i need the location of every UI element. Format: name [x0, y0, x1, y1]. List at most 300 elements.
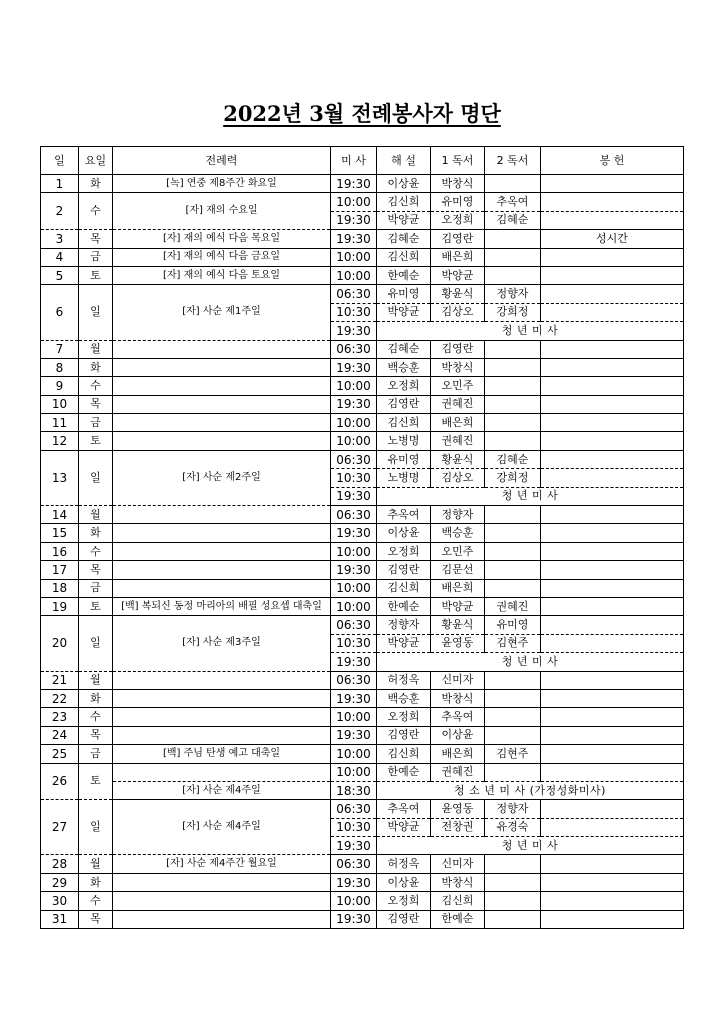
day-cell: 30 — [41, 892, 79, 910]
liturgy-cell: [녹] 연중 제8주간 화요일 — [113, 175, 331, 193]
liturgy-cell — [113, 910, 331, 928]
mass-time-cell: 10:00 — [331, 579, 377, 597]
commentator-cell: 노병명 — [377, 469, 431, 487]
reading-2-cell: 김혜순 — [485, 211, 541, 229]
liturgy-cell — [113, 726, 331, 744]
roster-table — [40, 146, 684, 929]
header-weekday: 요일 — [79, 147, 113, 175]
commentator-cell: 오정희 — [377, 708, 431, 726]
reading-2-cell — [485, 377, 541, 395]
commentator-cell: 백승훈 — [377, 689, 431, 707]
table-row — [41, 616, 684, 634]
weekday-cell: 목 — [79, 726, 113, 744]
reading-2-cell — [485, 506, 541, 524]
reading-2-cell: 추옥여 — [485, 193, 541, 211]
reading-1-cell: 한예순 — [431, 910, 485, 928]
commentator-cell: 박양균 — [377, 634, 431, 652]
mass-time-cell: 10:30 — [331, 469, 377, 487]
commentator-cell: 추옥여 — [377, 800, 431, 818]
reading-2-cell — [485, 855, 541, 873]
mass-time-cell: 10:00 — [331, 892, 377, 910]
commentator-cell: 한예순 — [377, 763, 431, 781]
table-row — [41, 175, 684, 193]
reading-2-cell — [485, 726, 541, 744]
reading-2-cell: 정향자 — [485, 800, 541, 818]
reading-2-cell: 유미영 — [485, 616, 541, 634]
commentator-cell: 김혜순 — [377, 230, 431, 248]
offering-cell — [541, 689, 684, 707]
mass-time-cell: 10:30 — [331, 818, 377, 836]
mass-time-cell: 19:30 — [331, 561, 377, 579]
weekday-cell: 일 — [79, 450, 113, 505]
reading-2-cell — [485, 763, 541, 781]
offering-cell — [541, 708, 684, 726]
day-cell: 8 — [41, 358, 79, 376]
mass-time-cell: 06:30 — [331, 855, 377, 873]
offering-cell — [541, 745, 684, 763]
table-row — [41, 763, 684, 781]
weekday-cell: 월 — [79, 671, 113, 689]
reading-2-cell — [485, 358, 541, 376]
liturgy-cell: [자] 사순 제4주간 월요일 — [113, 855, 331, 873]
liturgy-cell: [자] 사순 제3주일 — [113, 616, 331, 671]
header-day: 일 — [41, 147, 79, 175]
weekday-cell: 일 — [79, 616, 113, 671]
offering-cell — [541, 340, 684, 358]
offering-cell — [541, 303, 684, 321]
weekday-cell: 수 — [79, 708, 113, 726]
reading-1-cell: 박창식 — [431, 358, 485, 376]
reading-1-cell: 전창권 — [431, 818, 485, 836]
header-reading-2: 2 독서 — [485, 147, 541, 175]
table-row — [41, 506, 684, 524]
offering-cell — [541, 818, 684, 836]
reading-1-cell: 오민주 — [431, 377, 485, 395]
liturgy-cell — [113, 395, 331, 413]
offering-cell — [541, 800, 684, 818]
reading-2-cell — [485, 524, 541, 542]
weekday-cell: 월 — [79, 506, 113, 524]
day-cell: 14 — [41, 506, 79, 524]
day-cell: 21 — [41, 671, 79, 689]
weekday-cell: 일 — [79, 800, 113, 855]
liturgy-cell — [113, 561, 331, 579]
commentator-cell: 김신희 — [377, 414, 431, 432]
offering-cell — [541, 524, 684, 542]
mass-time-cell: 10:00 — [331, 597, 377, 615]
commentator-cell: 김혜순 — [377, 340, 431, 358]
weekday-cell: 화 — [79, 358, 113, 376]
mass-time-cell: 19:30 — [331, 524, 377, 542]
reading-1-cell: 배은희 — [431, 248, 485, 266]
liturgy-cell: [자] 사순 제4주일 — [113, 800, 331, 855]
reading-2-cell: 김현주 — [485, 745, 541, 763]
day-cell: 18 — [41, 579, 79, 597]
liturgy-cell — [113, 892, 331, 910]
mass-time-cell: 19:30 — [331, 211, 377, 229]
day-cell: 17 — [41, 561, 79, 579]
reading-2-cell — [485, 248, 541, 266]
header-reading-1: 1 독서 — [431, 147, 485, 175]
reading-1-cell: 김문선 — [431, 561, 485, 579]
table-row — [41, 561, 684, 579]
offering-cell — [541, 579, 684, 597]
table-row — [41, 266, 684, 284]
weekday-cell: 수 — [79, 542, 113, 560]
header-commentator: 해 설 — [377, 147, 431, 175]
day-cell: 9 — [41, 377, 79, 395]
reading-1-cell: 이상윤 — [431, 726, 485, 744]
reading-1-cell: 신미자 — [431, 671, 485, 689]
weekday-cell: 금 — [79, 745, 113, 763]
table-header-row — [41, 147, 684, 175]
day-cell: 19 — [41, 597, 79, 615]
mass-time-cell: 19:30 — [331, 689, 377, 707]
reading-1-cell: 박양균 — [431, 597, 485, 615]
commentator-cell: 이상윤 — [377, 873, 431, 891]
commentator-cell: 박양균 — [377, 818, 431, 836]
mass-time-cell: 19:30 — [331, 230, 377, 248]
mass-time-cell: 19:30 — [331, 175, 377, 193]
liturgy-cell: [자] 사순 제2주일 — [113, 450, 331, 505]
reading-1-cell: 배은희 — [431, 414, 485, 432]
mass-time-cell: 10:00 — [331, 248, 377, 266]
offering-cell — [541, 450, 684, 468]
reading-2-cell: 김현주 — [485, 634, 541, 652]
commentator-cell: 유미영 — [377, 450, 431, 468]
mass-time-cell: 10:00 — [331, 708, 377, 726]
mass-time-cell: 06:30 — [331, 340, 377, 358]
commentator-cell: 김신희 — [377, 579, 431, 597]
table-row — [41, 340, 684, 358]
commentator-cell: 노병명 — [377, 432, 431, 450]
commentator-cell: 오정희 — [377, 377, 431, 395]
mass-time-cell: 10:00 — [331, 763, 377, 781]
mass-time-cell: 19:30 — [331, 837, 377, 855]
commentator-cell: 한예순 — [377, 597, 431, 615]
mass-time-cell: 10:00 — [331, 432, 377, 450]
mass-time-cell: 10:00 — [331, 377, 377, 395]
reading-2-cell — [485, 708, 541, 726]
offering-cell — [541, 634, 684, 652]
day-cell: 25 — [41, 745, 79, 763]
commentator-cell: 백승훈 — [377, 358, 431, 376]
offering-cell — [541, 671, 684, 689]
liturgy-cell — [113, 358, 331, 376]
reading-2-cell: 정향자 — [485, 285, 541, 303]
commentator-cell: 박양균 — [377, 211, 431, 229]
reading-2-cell — [485, 414, 541, 432]
liturgy-cell — [113, 340, 331, 358]
weekday-cell: 금 — [79, 414, 113, 432]
weekday-cell: 화 — [79, 524, 113, 542]
commentator-cell: 김영란 — [377, 726, 431, 744]
weekday-cell: 수 — [79, 193, 113, 230]
table-row — [41, 450, 684, 468]
mass-time-cell: 06:30 — [331, 616, 377, 634]
mass-time-cell: 10:00 — [331, 414, 377, 432]
commentator-cell: 오정희 — [377, 542, 431, 560]
weekday-cell: 목 — [79, 561, 113, 579]
liturgy-cell — [113, 377, 331, 395]
reading-1-cell: 권혜진 — [431, 395, 485, 413]
weekday-cell: 화 — [79, 689, 113, 707]
day-cell: 16 — [41, 542, 79, 560]
reading-1-cell: 권혜진 — [431, 432, 485, 450]
reading-2-cell: 강희정 — [485, 469, 541, 487]
liturgy-cell: [자] 사순 제4주일 — [113, 781, 331, 799]
day-cell: 20 — [41, 616, 79, 671]
table-row — [41, 432, 684, 450]
mass-time-cell: 10:00 — [331, 193, 377, 211]
offering-cell: 성시간 — [541, 230, 684, 248]
liturgy-cell — [113, 763, 331, 781]
weekday-cell: 목 — [79, 395, 113, 413]
reading-2-cell — [485, 175, 541, 193]
offering-cell — [541, 285, 684, 303]
commentator-cell: 추옥여 — [377, 506, 431, 524]
liturgy-cell: [자] 재의 예식 다음 목요일 — [113, 230, 331, 248]
liturgy-cell — [113, 689, 331, 707]
mass-time-cell: 19:30 — [331, 653, 377, 671]
table-row — [41, 193, 684, 211]
table-row — [41, 542, 684, 560]
liturgy-cell: [자] 재의 예식 다음 토요일 — [113, 266, 331, 284]
offering-cell — [541, 763, 684, 781]
mass-time-cell: 18:30 — [331, 781, 377, 799]
liturgy-cell — [113, 671, 331, 689]
commentator-cell: 이상윤 — [377, 175, 431, 193]
commentator-cell: 허정옥 — [377, 855, 431, 873]
liturgy-cell — [113, 579, 331, 597]
table-row — [41, 414, 684, 432]
reading-2-cell — [485, 892, 541, 910]
day-cell: 11 — [41, 414, 79, 432]
page-title: 2022년 3월 전례봉사자 명단 — [223, 101, 501, 126]
reading-1-cell: 박창식 — [431, 689, 485, 707]
day-cell: 15 — [41, 524, 79, 542]
liturgy-cell: [자] 사순 제1주일 — [113, 285, 331, 340]
weekday-cell: 일 — [79, 285, 113, 340]
weekday-cell: 화 — [79, 175, 113, 193]
special-mass-cell: 청 소 년 미 사 (가정성화미사) — [377, 781, 684, 799]
table-row — [41, 873, 684, 891]
commentator-cell: 김신희 — [377, 745, 431, 763]
special-mass-cell: 청 년 미 사 — [377, 653, 684, 671]
offering-cell — [541, 193, 684, 211]
commentator-cell: 오정희 — [377, 892, 431, 910]
offering-cell — [541, 561, 684, 579]
reading-1-cell: 윤영동 — [431, 800, 485, 818]
offering-cell — [541, 910, 684, 928]
table-row — [41, 726, 684, 744]
reading-1-cell: 배은희 — [431, 745, 485, 763]
table-row — [41, 579, 684, 597]
mass-time-cell: 19:30 — [331, 487, 377, 505]
day-cell: 5 — [41, 266, 79, 284]
liturgy-cell — [113, 432, 331, 450]
reading-1-cell: 박창식 — [431, 175, 485, 193]
table-row — [41, 708, 684, 726]
commentator-cell: 한예순 — [377, 266, 431, 284]
reading-2-cell: 유경숙 — [485, 818, 541, 836]
mass-time-cell: 10:30 — [331, 303, 377, 321]
day-cell: 24 — [41, 726, 79, 744]
reading-2-cell: 강희정 — [485, 303, 541, 321]
offering-cell — [541, 211, 684, 229]
day-cell: 29 — [41, 873, 79, 891]
liturgy-cell — [113, 873, 331, 891]
table-row — [41, 597, 684, 615]
offering-cell — [541, 266, 684, 284]
mass-time-cell: 10:30 — [331, 634, 377, 652]
offering-cell — [541, 432, 684, 450]
liturgy-cell — [113, 506, 331, 524]
table-row — [41, 800, 684, 818]
offering-cell — [541, 873, 684, 891]
offering-cell — [541, 892, 684, 910]
liturgy-cell — [113, 708, 331, 726]
mass-time-cell: 10:00 — [331, 266, 377, 284]
offering-cell — [541, 414, 684, 432]
reading-1-cell: 오민주 — [431, 542, 485, 560]
weekday-cell: 토 — [79, 266, 113, 284]
table-row — [41, 671, 684, 689]
table-row — [41, 910, 684, 928]
day-cell: 22 — [41, 689, 79, 707]
reading-2-cell — [485, 910, 541, 928]
day-cell: 23 — [41, 708, 79, 726]
table-row — [41, 781, 684, 799]
reading-2-cell — [485, 266, 541, 284]
reading-2-cell — [485, 873, 541, 891]
special-mass-cell: 청 년 미 사 — [377, 487, 684, 505]
day-cell: 1 — [41, 175, 79, 193]
reading-2-cell — [485, 432, 541, 450]
mass-time-cell: 19:30 — [331, 873, 377, 891]
reading-1-cell: 백승훈 — [431, 524, 485, 542]
weekday-cell: 토 — [79, 763, 113, 800]
offering-cell — [541, 395, 684, 413]
day-cell: 27 — [41, 800, 79, 855]
offering-cell — [541, 377, 684, 395]
mass-time-cell: 06:30 — [331, 506, 377, 524]
reading-1-cell: 황윤식 — [431, 616, 485, 634]
reading-1-cell: 김상오 — [431, 303, 485, 321]
day-cell: 13 — [41, 450, 79, 505]
commentator-cell: 김신희 — [377, 193, 431, 211]
commentator-cell: 김신희 — [377, 248, 431, 266]
table-row — [41, 230, 684, 248]
reading-1-cell: 오정희 — [431, 211, 485, 229]
weekday-cell: 토 — [79, 597, 113, 615]
reading-1-cell: 황윤식 — [431, 450, 485, 468]
weekday-cell: 화 — [79, 873, 113, 891]
reading-1-cell: 황윤식 — [431, 285, 485, 303]
table-row — [41, 377, 684, 395]
liturgy-cell: [자] 재의 수요일 — [113, 193, 331, 230]
reading-2-cell: 권혜진 — [485, 597, 541, 615]
mass-time-cell: 06:30 — [331, 800, 377, 818]
day-cell: 2 — [41, 193, 79, 230]
day-cell: 10 — [41, 395, 79, 413]
reading-2-cell — [485, 340, 541, 358]
mass-time-cell: 06:30 — [331, 285, 377, 303]
weekday-cell: 금 — [79, 579, 113, 597]
offering-cell — [541, 358, 684, 376]
day-cell: 6 — [41, 285, 79, 340]
liturgy-cell: [자] 재의 예식 다음 금요일 — [113, 248, 331, 266]
mass-time-cell: 19:30 — [331, 322, 377, 340]
reading-2-cell: 김혜순 — [485, 450, 541, 468]
weekday-cell: 수 — [79, 892, 113, 910]
reading-1-cell: 권혜진 — [431, 763, 485, 781]
reading-1-cell: 추옥여 — [431, 708, 485, 726]
day-cell: 12 — [41, 432, 79, 450]
reading-2-cell — [485, 689, 541, 707]
offering-cell — [541, 542, 684, 560]
reading-2-cell — [485, 542, 541, 560]
table-body — [41, 175, 684, 929]
reading-2-cell — [485, 561, 541, 579]
offering-cell — [541, 506, 684, 524]
mass-time-cell: 10:00 — [331, 745, 377, 763]
commentator-cell: 유미영 — [377, 285, 431, 303]
reading-2-cell — [485, 579, 541, 597]
liturgy-cell — [113, 542, 331, 560]
table-row — [41, 285, 684, 303]
reading-1-cell: 김신희 — [431, 892, 485, 910]
reading-2-cell — [485, 395, 541, 413]
mass-time-cell: 19:30 — [331, 395, 377, 413]
special-mass-cell: 청 년 미 사 — [377, 322, 684, 340]
mass-time-cell: 19:30 — [331, 358, 377, 376]
offering-cell — [541, 469, 684, 487]
reading-2-cell — [485, 230, 541, 248]
table-row — [41, 892, 684, 910]
header-liturgy: 전례력 — [113, 147, 331, 175]
reading-1-cell: 윤영동 — [431, 634, 485, 652]
liturgy-cell: [백] 복되신 동정 마리아의 배필 성요셉 대축일 — [113, 597, 331, 615]
weekday-cell: 목 — [79, 230, 113, 248]
liturgy-cell: [백] 주님 탄생 예고 대축일 — [113, 745, 331, 763]
commentator-cell: 이상윤 — [377, 524, 431, 542]
reading-1-cell: 유미영 — [431, 193, 485, 211]
offering-cell — [541, 248, 684, 266]
mass-time-cell: 10:00 — [331, 542, 377, 560]
mass-time-cell: 06:30 — [331, 450, 377, 468]
reading-1-cell: 정향자 — [431, 506, 485, 524]
mass-time-cell: 06:30 — [331, 671, 377, 689]
day-cell: 26 — [41, 763, 79, 800]
commentator-cell: 김영란 — [377, 910, 431, 928]
reading-1-cell: 배은희 — [431, 579, 485, 597]
commentator-cell: 허정옥 — [377, 671, 431, 689]
offering-cell — [541, 616, 684, 634]
offering-cell — [541, 726, 684, 744]
special-mass-cell: 청 년 미 사 — [377, 837, 684, 855]
reading-1-cell: 김영란 — [431, 340, 485, 358]
reading-1-cell: 박창식 — [431, 873, 485, 891]
table-row — [41, 248, 684, 266]
weekday-cell: 월 — [79, 855, 113, 873]
commentator-cell: 김영란 — [377, 561, 431, 579]
mass-time-cell: 19:30 — [331, 910, 377, 928]
offering-cell — [541, 855, 684, 873]
commentator-cell: 정향자 — [377, 616, 431, 634]
reading-1-cell: 박양균 — [431, 266, 485, 284]
header-mass-time: 미 사 — [331, 147, 377, 175]
